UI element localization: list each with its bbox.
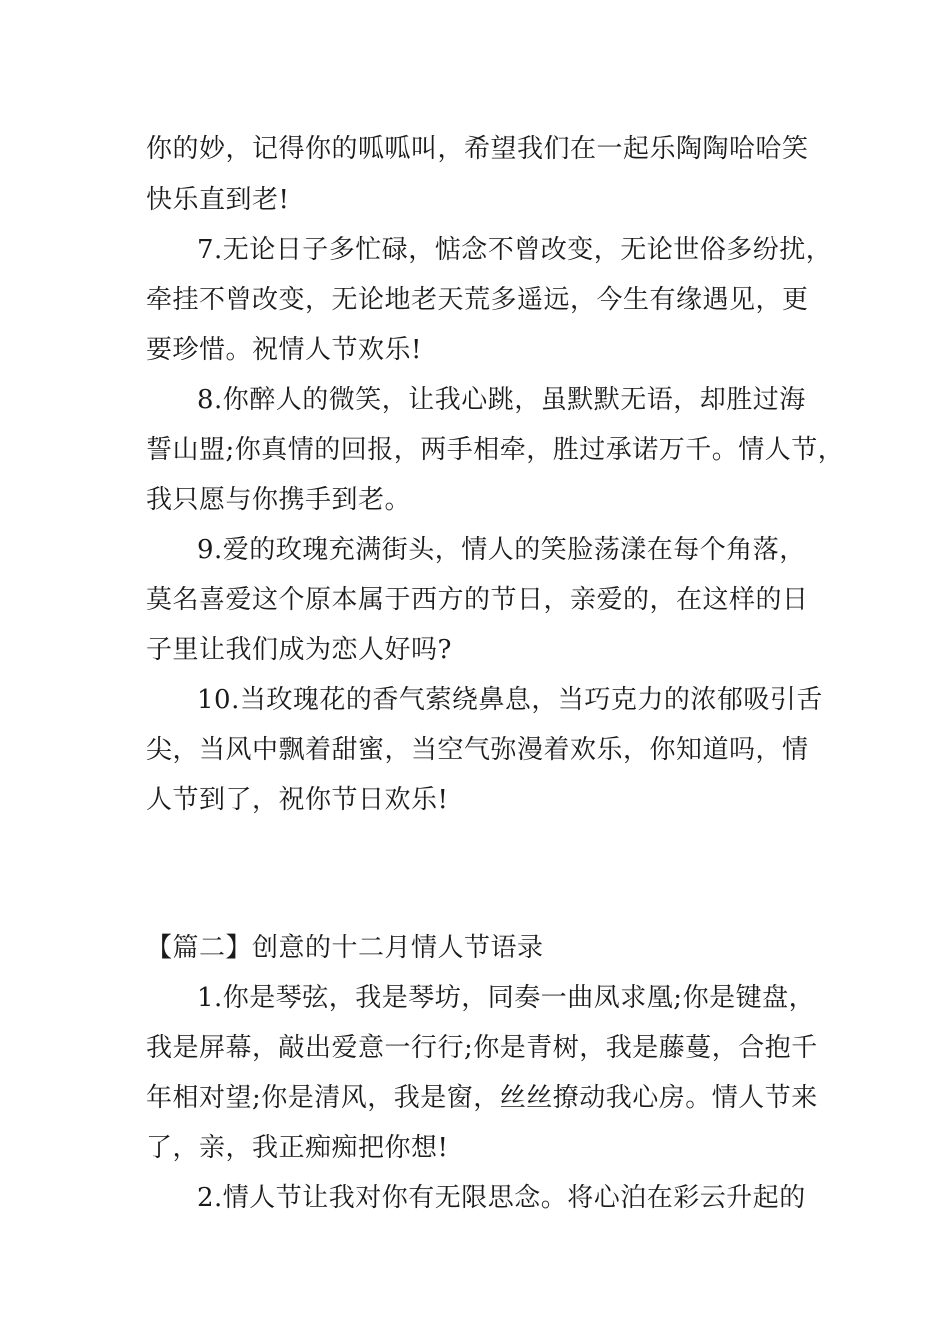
text-line: 10.当玫瑰花的香气萦绕鼻息，当巧克力的浓郁吸引舌	[197, 685, 823, 715]
text-line: 子里让我们成为恋人好吗?	[146, 635, 452, 665]
text-line: 我是屏幕，敲出爱意一行行;你是青树，我是藤蔓，合抱千	[146, 1033, 818, 1063]
text-line: 要珍惜。祝情人节欢乐!	[146, 335, 422, 365]
text-line: 7.无论日子多忙碌，惦念不曾改变，无论世俗多纷扰，	[197, 235, 833, 265]
text-line: 9.爱的玫瑰充满街头，情人的笑脸荡漾在每个角落，	[197, 535, 806, 565]
section-heading: 【篇二】创意的十二月情人节语录	[146, 933, 544, 963]
text-line: 快乐直到老!	[146, 185, 290, 215]
text-line: 8.你醉人的微笑，让我心跳，虽默默无语，却胜过海	[197, 385, 806, 415]
text-line: 莫名喜爱这个原本属于西方的节日，亲爱的，在这样的日	[146, 585, 809, 615]
text-line: 我只愿与你携手到老。	[146, 485, 412, 515]
text-line: 2.情人节让我对你有无限思念。将心泊在彩云升起的	[197, 1183, 806, 1213]
text-line: 牵挂不曾改变，无论地老天荒多遥远，今生有缘遇见，更	[146, 285, 809, 315]
text-line: 1.你是琴弦，我是琴坊，同奏一曲凤求凰;你是键盘，	[197, 983, 816, 1013]
text-line: 你的妙，记得你的呱呱叫，希望我们在一起乐陶陶哈哈笑	[146, 134, 809, 164]
text-line: 了，亲，我正痴痴把你想!	[146, 1133, 449, 1163]
text-line: 誓山盟;你真情的回报，两手相牵，胜过承诺万千。情人节，	[146, 435, 845, 465]
text-line: 年相对望;你是清风，我是窗，丝丝撩动我心房。情人节来	[146, 1083, 818, 1113]
text-line: 尖，当风中飘着甜蜜，当空气弥漫着欢乐，你知道吗，情	[146, 735, 809, 765]
text-line: 人节到了，祝你节日欢乐!	[146, 785, 449, 815]
